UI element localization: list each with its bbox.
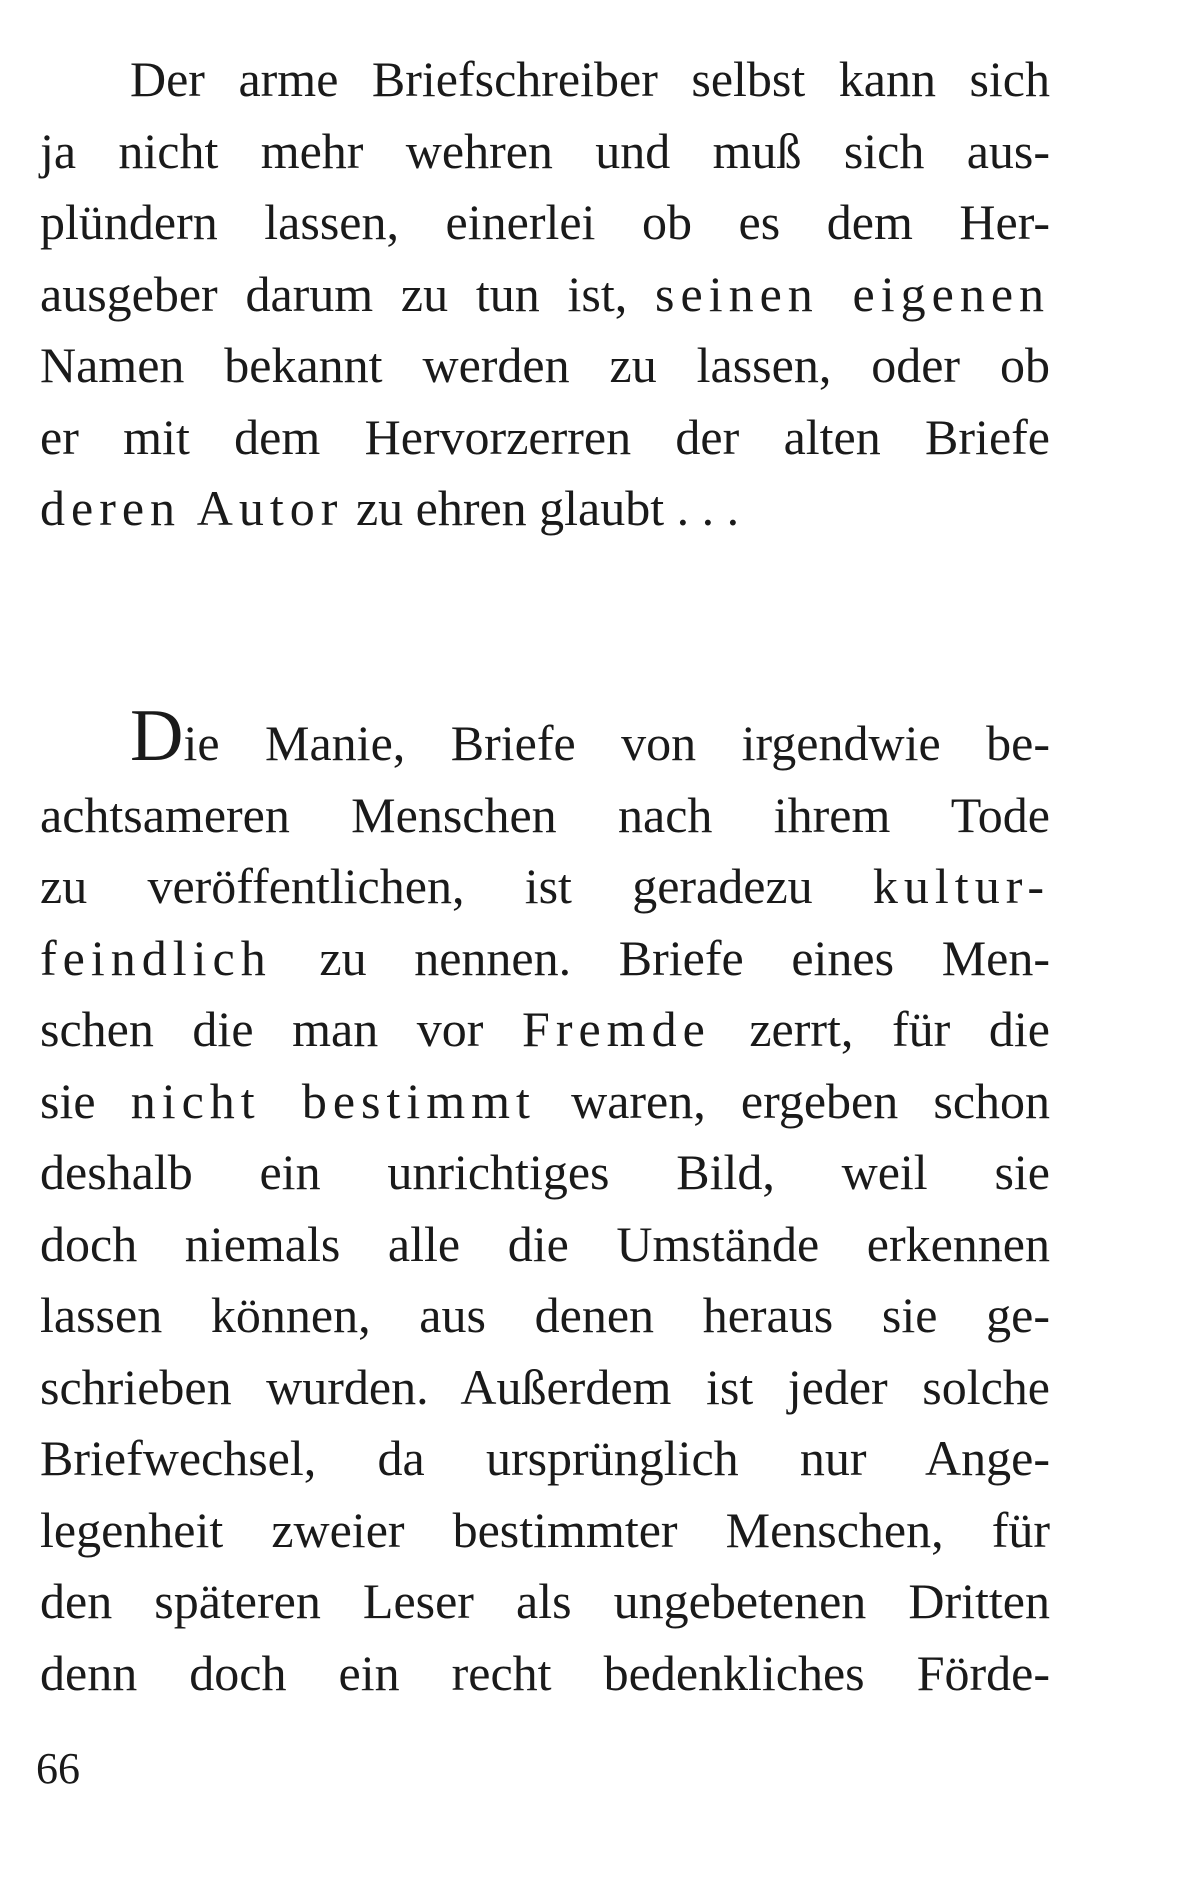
text-line: lassen können, aus denen heraus sie ge- [40,1287,1050,1343]
spaced-emphasis: kultur- [872,858,1050,914]
text-segment: zu ehren glaubt . . . [355,480,740,536]
spaced-emphasis: deren Autor [40,480,344,536]
text-line: legenheit zweier bestimmter Menschen, für [40,1501,1050,1558]
text-line: denn doch ein recht bedenkliches Förde- [40,1644,1050,1701]
page-number: 66 [36,1744,80,1793]
text-line [40,473,1050,545]
spaced-emphasis: nicht bestimmt [130,1072,536,1129]
text-line [40,259,1050,331]
paragraph-2 [40,695,1051,1709]
text-segment: ie Manie, Briefe von irgendwie be- [183,715,1050,771]
spaced-emphasis: Fremde [522,1001,711,1057]
text-segment: zu veröffentlichen, ist geradezu [40,858,813,914]
text-segment: ausgeber darum zu tun ist, [40,265,628,322]
text-segment: zu nennen. Briefe eines Men- [319,929,1051,986]
text-line [40,923,1050,995]
text-line [40,695,1050,780]
spaced-emphasis: seinen eigenen [655,265,1051,322]
text-segment: schen die man vor [40,1001,484,1057]
text-line: Namen bekannt werden zu lassen, oder ob [40,337,1050,393]
text-line [40,851,1050,923]
text-line: schrieben wurden. Außerdem ist jeder solche [40,1358,1050,1415]
text-segment: sie [40,1072,96,1129]
text-line: Briefwechsel, da ursprünglich nur Ange- [40,1430,1050,1486]
text-segment: zerrt, für die [749,1001,1050,1057]
text-line: doch niemals alle die Umstände erkennen [40,1215,1050,1272]
text-line: Der arme Briefschreiber selbst kann sich [130,51,1050,107]
text-line: er mit dem Hervorzerren der alten Briefe [40,408,1050,465]
text-line: den späteren Leser als ungebetenen Dritten [40,1573,1050,1629]
paragraph-1 [40,44,1050,545]
text-segment: waren, ergeben schon [571,1072,1051,1129]
text-line: deshalb ein unrichtiges Bild, weil sie [40,1144,1050,1200]
text-line: plündern lassen, einerlei ob es dem Her- [40,194,1050,250]
text-line: achtsameren Menschen nach ihrem Tode [40,786,1050,843]
text-line [40,994,1050,1066]
text-line: ja nicht mehr wehren und muß sich aus- [40,122,1050,179]
spaced-emphasis: feindlich [40,929,272,986]
drop-cap: D [130,695,184,777]
text-line [40,1066,1050,1138]
